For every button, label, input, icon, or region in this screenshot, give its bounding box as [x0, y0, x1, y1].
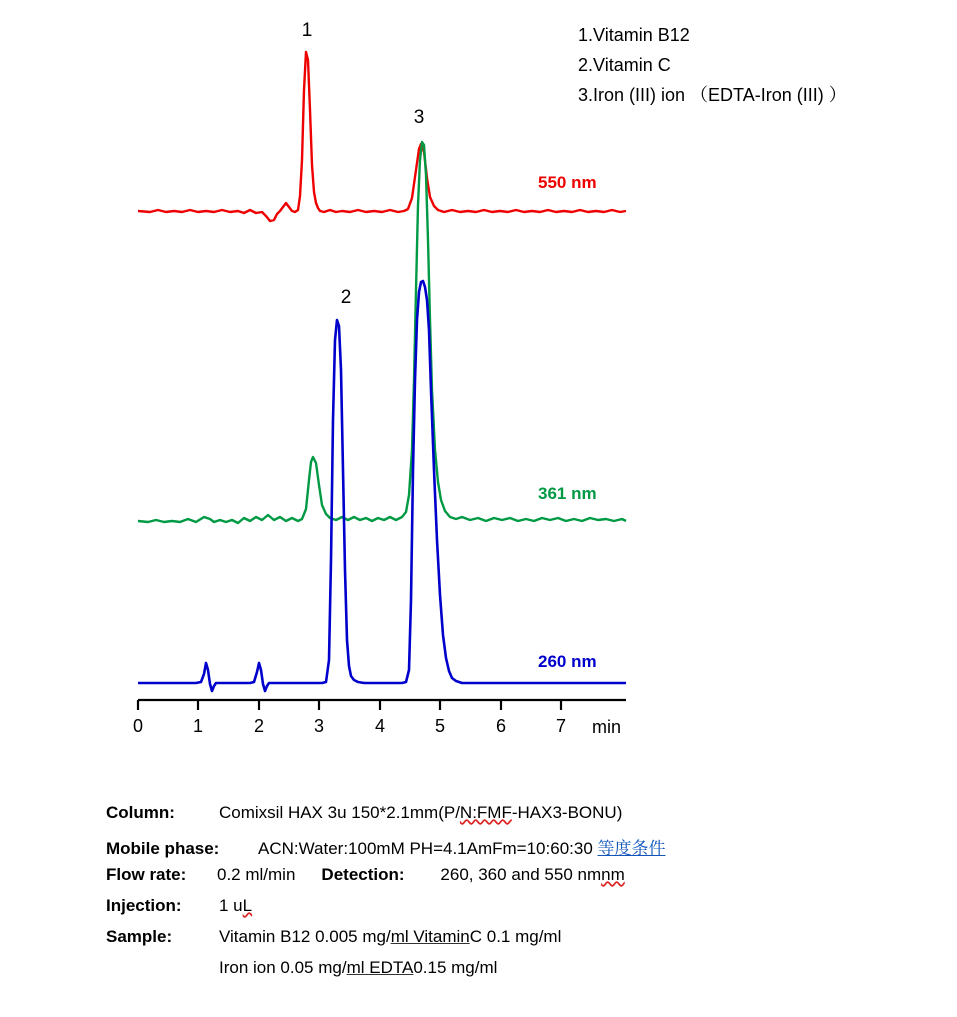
x-tick-7: 7 [555, 716, 566, 736]
sample-value-part1: Vitamin B12 0.005 mg/ [219, 927, 391, 946]
x-tick-4: 4 [374, 716, 385, 736]
sample-value-part3: C 0.1 mg/ml [469, 927, 562, 946]
trace-label-550nm: 550 nm [538, 173, 597, 192]
mobile-phase-note-cn: 等度条件 [597, 839, 666, 858]
peak-label-3: 3 [413, 107, 425, 128]
sample-line2-part3: 0.15 mg/ml [413, 958, 498, 977]
sample-line2-part1: Iron ion 0.05 mg/ [219, 958, 347, 977]
injection-value: 1 u [219, 896, 243, 915]
sample-label: Sample: [106, 927, 173, 946]
flow-rate-value: 0.2 ml/min [217, 865, 296, 884]
condition-row-flow-detection [106, 865, 946, 896]
flow-rate-label: Flow rate: [106, 865, 187, 884]
x-tick-2: 2 [253, 716, 264, 736]
x-tick-5: 5 [434, 716, 445, 736]
trace-label-361nm: 361 nm [538, 484, 597, 503]
condition-row-sample [106, 927, 946, 958]
x-tick-1: 1 [192, 716, 203, 736]
x-axis-ticks [138, 700, 561, 710]
x-axis-unit: min [592, 717, 622, 737]
column-value-part3: -HAX3-BONU) [511, 803, 623, 822]
trace-550nm [138, 52, 626, 221]
mobile-phase-label: Mobile phase: [106, 839, 220, 858]
sample-line2-part2: ml EDTA [346, 958, 414, 977]
column-label: Column: [106, 803, 175, 822]
trace-361nm [138, 142, 626, 523]
column-value-part1: Comixsil HAX 3u 150*2.1mm(P/ [219, 803, 460, 822]
mobile-phase-value: ACN:Water:100mM PH=4.1AmFm=10:60:30 [258, 839, 593, 858]
method-conditions [106, 803, 946, 989]
peak-label-2: 2 [340, 287, 352, 308]
peak-label-1: 1 [301, 20, 313, 41]
condition-row-column [106, 803, 946, 834]
legend-item-2: 2.Vitamin C [578, 55, 671, 75]
detection-value: 260, 360 and 550 nm [440, 865, 602, 884]
injection-label: Injection: [106, 896, 182, 915]
injection-value-suffix: L [242, 896, 253, 915]
legend-item-3: 3.Iron (III) ion （EDTA-Iron (III) ） [578, 85, 847, 105]
sample-value-part2: ml Vitamin [390, 927, 470, 946]
condition-row-sample-line2 [106, 958, 946, 989]
condition-row-injection [106, 896, 946, 927]
detection-label: Detection: [321, 865, 405, 884]
detection-value-suffix: nm [601, 865, 625, 884]
trace-label-260nm: 260 nm [538, 652, 597, 671]
x-tick-6: 6 [495, 716, 506, 736]
legend-item-1: 1.Vitamin B12 [578, 25, 690, 45]
x-tick-3: 3 [313, 716, 324, 736]
peak-legend [578, 20, 847, 110]
column-value-part2: N:FMF [459, 803, 512, 822]
x-tick-0: 0 [132, 716, 143, 736]
condition-row-mobile-phase [106, 834, 946, 865]
